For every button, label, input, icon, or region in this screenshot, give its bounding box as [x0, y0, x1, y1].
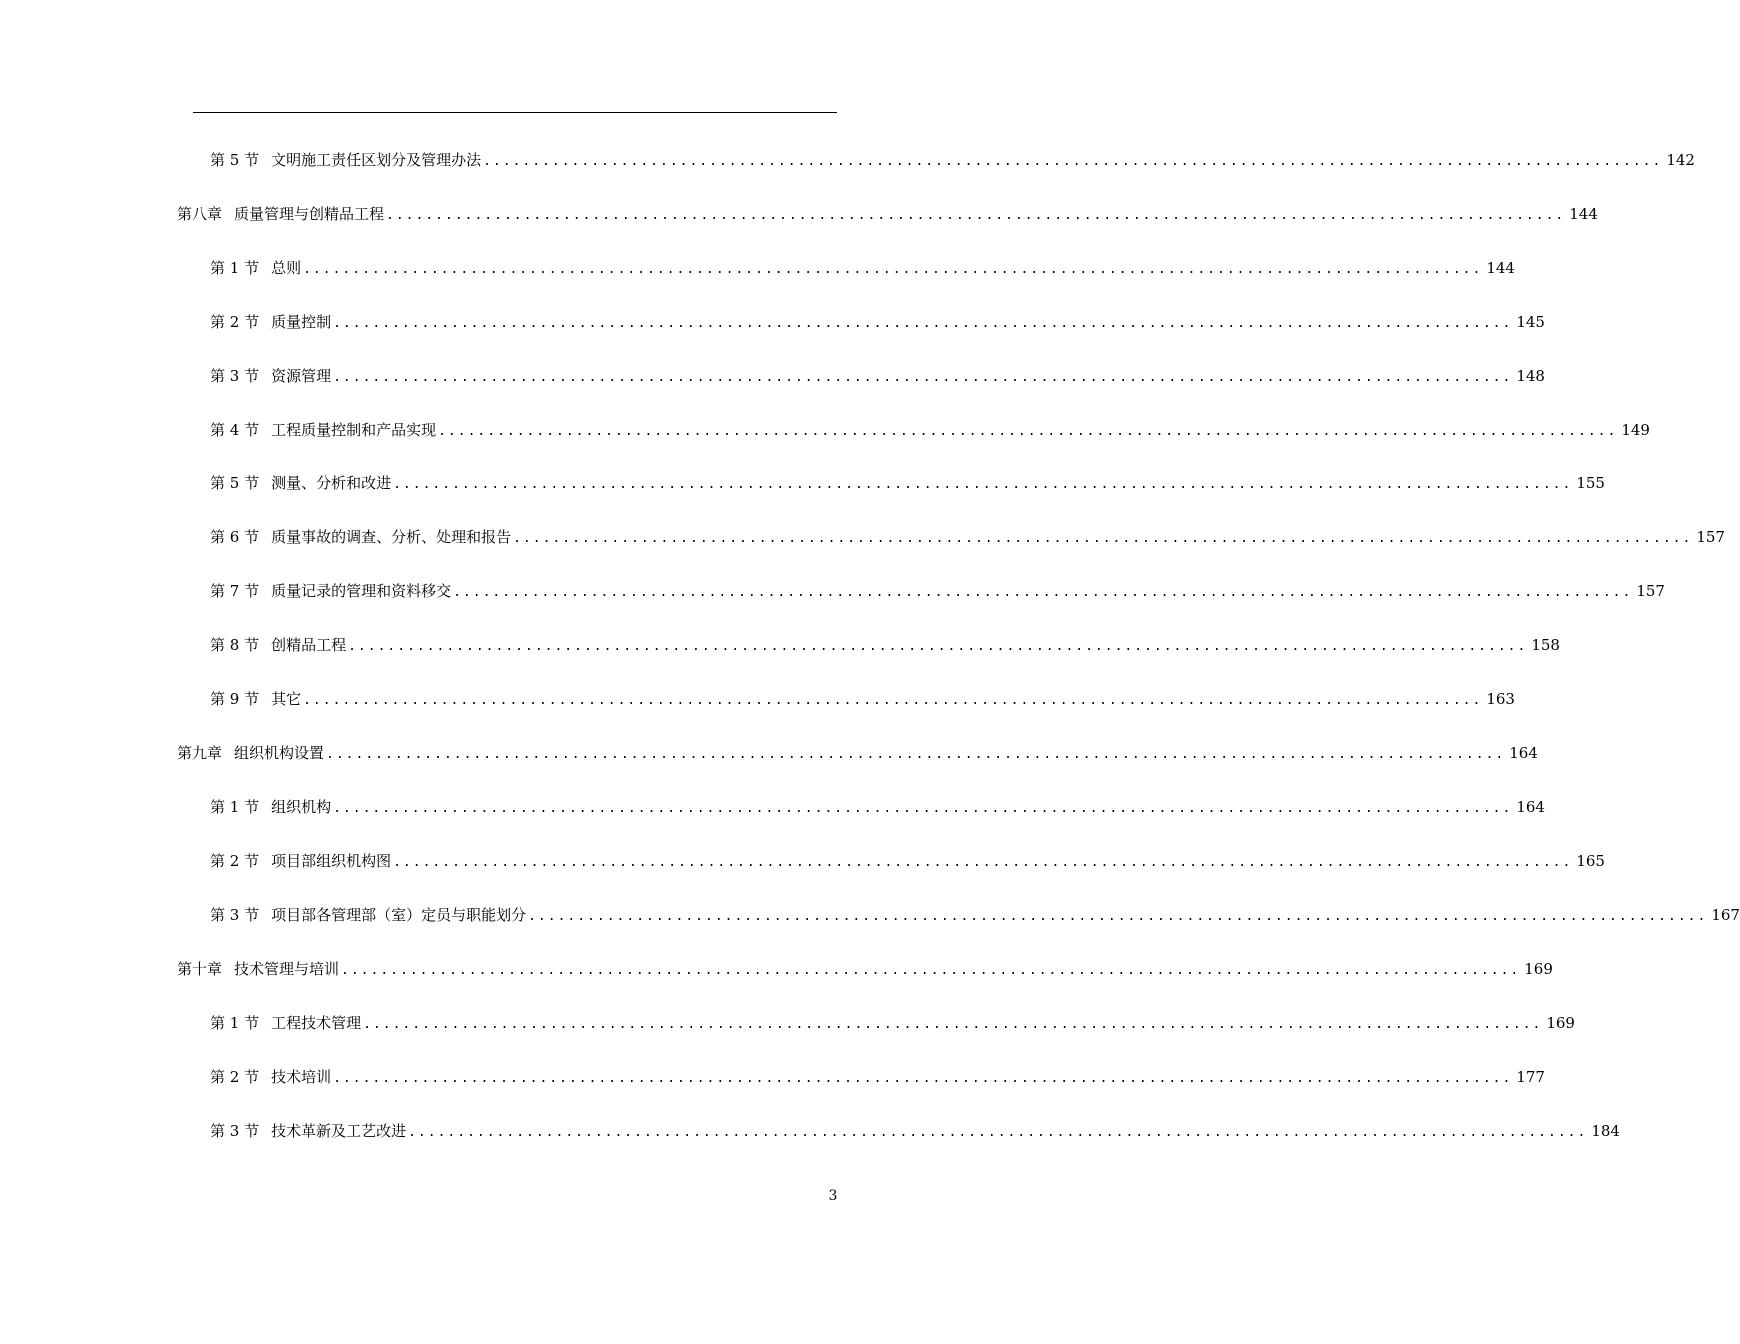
toc-entry-page: 157 — [1636, 582, 1665, 600]
toc-entry-number: 第 8 节 — [210, 636, 260, 654]
toc-entry-title: 技术革新及工艺改进 — [271, 1122, 407, 1140]
toc-entry[interactable] — [210, 689, 1515, 711]
toc-entry-label — [210, 527, 511, 547]
toc-entry-label — [210, 258, 301, 278]
toc-entry[interactable] — [210, 527, 1725, 549]
toc-entry-title: 其它 — [271, 690, 302, 708]
toc-entry-title: 质量事故的调查、分析、处理和报告 — [271, 528, 512, 546]
toc-entry-title: 项目部各管理部（室）定员与职能划分 — [271, 906, 527, 924]
toc-entry[interactable] — [210, 905, 1740, 927]
toc-entry-title: 质量记录的管理和资料移交 — [271, 582, 452, 600]
toc-entry-page: 164 — [1516, 798, 1545, 816]
toc-entry[interactable] — [210, 1121, 1620, 1143]
toc-entry-title: 项目部组织机构图 — [271, 852, 392, 870]
toc-entry-title: 测量、分析和改进 — [271, 474, 392, 492]
dot-leader: ........................................................................................................................ — [303, 693, 1483, 708]
toc-entry-page: 184 — [1591, 1122, 1620, 1140]
toc-entry[interactable] — [177, 743, 1538, 765]
toc-entry-label — [210, 312, 331, 332]
toc-entry-page: 155 — [1576, 474, 1605, 492]
toc-entry-number: 第 1 节 — [210, 798, 260, 816]
toc-entry-page: 157 — [1696, 528, 1725, 546]
page-number: 3 — [828, 1188, 838, 1204]
toc-entry-page: 144 — [1486, 259, 1515, 277]
toc-entry[interactable] — [210, 473, 1605, 495]
toc-entry[interactable] — [210, 851, 1605, 873]
toc-entry-page: 144 — [1569, 205, 1598, 223]
dot-leader: ........................................................................................................................ — [363, 1017, 1543, 1032]
dot-leader: ........................................................................................................................ — [333, 801, 1513, 816]
toc-entry-label — [210, 797, 331, 817]
dot-leader: ........................................................................................................................ — [483, 154, 1663, 169]
dot-leader: ........................................................................................................................ — [408, 1125, 1588, 1140]
dot-leader: ........................................................................................................................ — [438, 424, 1618, 439]
toc-entry-page: 169 — [1546, 1014, 1575, 1032]
toc-entry-label — [210, 420, 436, 440]
toc-entry-page: 148 — [1516, 367, 1545, 385]
dot-leader: ........................................................................................................................ — [393, 477, 1573, 492]
toc-entry-number: 第 5 节 — [210, 474, 260, 492]
toc-entry-number: 第 1 节 — [210, 1014, 260, 1032]
dot-leader: ........................................................................................................................ — [333, 316, 1513, 331]
toc-entry-number: 第 2 节 — [210, 852, 260, 870]
toc-entry[interactable] — [177, 959, 1553, 981]
dot-leader: ........................................................................................................................ — [513, 531, 1693, 546]
toc-entry-label — [210, 851, 391, 871]
toc-entry-label — [177, 204, 384, 224]
toc-entry-number: 第 2 节 — [210, 1068, 260, 1086]
toc-entry[interactable] — [210, 150, 1695, 172]
toc-entry[interactable] — [210, 635, 1560, 657]
toc-entry-label — [177, 743, 324, 763]
toc-entry-page: 167 — [1711, 906, 1740, 924]
toc-entry-label — [210, 366, 331, 386]
toc-entry-label — [210, 150, 481, 170]
toc-entry-label — [210, 1121, 406, 1141]
toc-entry-title: 组织机构设置 — [234, 744, 325, 762]
toc-entry[interactable] — [210, 312, 1545, 334]
toc-entry-label — [210, 689, 301, 709]
toc-entry[interactable] — [177, 204, 1598, 226]
toc-entry-number: 第八章 — [177, 205, 223, 223]
dot-leader: ........................................................................................................................ — [453, 585, 1633, 600]
toc-entry-title: 工程质量控制和产品实现 — [271, 421, 437, 439]
dot-leader: ........................................................................................................................ — [333, 1071, 1513, 1086]
toc-entry-title: 工程技术管理 — [271, 1014, 362, 1032]
toc-entry-number: 第九章 — [177, 744, 223, 762]
toc-entry-title: 技术培训 — [271, 1068, 332, 1086]
toc-entry[interactable] — [210, 258, 1515, 280]
toc-entry-page: 169 — [1524, 960, 1553, 978]
toc-entry[interactable] — [210, 581, 1665, 603]
toc-entry-label — [210, 1067, 331, 1087]
toc-entry-number: 第 7 节 — [210, 582, 260, 600]
dot-leader: ........................................................................................................................ — [348, 639, 1528, 654]
toc-entry-number: 第 4 节 — [210, 421, 260, 439]
toc-entry-title: 组织机构 — [271, 798, 332, 816]
dot-leader: ........................................................................................................................ — [341, 963, 1521, 978]
dot-leader: ........................................................................................................................ — [303, 262, 1483, 277]
toc-entry[interactable] — [210, 420, 1650, 442]
toc-entry-number: 第 3 节 — [210, 906, 260, 924]
toc-entry[interactable] — [210, 366, 1545, 388]
toc-entry-page: 158 — [1531, 636, 1560, 654]
toc-entry-title: 技术管理与培训 — [234, 960, 340, 978]
toc-entry-number: 第 3 节 — [210, 367, 260, 385]
toc-entry-title: 文明施工责任区划分及管理办法 — [271, 151, 482, 169]
toc-entry-title: 资源管理 — [271, 367, 332, 385]
toc-entry-number: 第 2 节 — [210, 313, 260, 331]
toc-entry-number: 第 3 节 — [210, 1122, 260, 1140]
toc-entry-title: 质量控制 — [271, 313, 332, 331]
toc-entry[interactable] — [210, 1067, 1545, 1089]
toc-entry-label — [210, 1013, 361, 1033]
dot-leader: ........................................................................................................................ — [333, 370, 1513, 385]
toc-entry-title: 创精品工程 — [271, 636, 347, 654]
toc-entry-page: 164 — [1509, 744, 1538, 762]
dot-leader: ........................................................................................................................ — [528, 909, 1708, 924]
toc-entry-page: 149 — [1621, 421, 1650, 439]
toc-entry[interactable] — [210, 1013, 1575, 1035]
toc-entry-label — [210, 905, 526, 925]
toc-entry-number: 第 9 节 — [210, 690, 260, 708]
toc-entry-number: 第 5 节 — [210, 151, 260, 169]
toc-entry-title: 总则 — [271, 259, 302, 277]
toc-entry-number: 第 1 节 — [210, 259, 260, 277]
toc-entry-number: 第 6 节 — [210, 528, 260, 546]
dot-leader: ........................................................................................................................ — [386, 208, 1566, 223]
dot-leader: ........................................................................................................................ — [393, 855, 1573, 870]
toc-entry-title: 质量管理与创精品工程 — [234, 205, 385, 223]
toc-entry-label — [210, 635, 346, 655]
toc-entry-page: 165 — [1576, 852, 1605, 870]
toc-entry[interactable] — [210, 797, 1545, 819]
toc-entry-label — [210, 473, 391, 493]
toc-entry-page: 145 — [1516, 313, 1545, 331]
toc-entry-page: 142 — [1666, 151, 1695, 169]
toc-entry-label — [177, 959, 339, 979]
toc-entry-page: 177 — [1516, 1068, 1545, 1086]
toc-entry-label — [210, 581, 451, 601]
dot-leader: ........................................................................................................................ — [326, 747, 1506, 762]
toc-entry-number: 第十章 — [177, 960, 223, 978]
toc-entry-page: 163 — [1486, 690, 1515, 708]
